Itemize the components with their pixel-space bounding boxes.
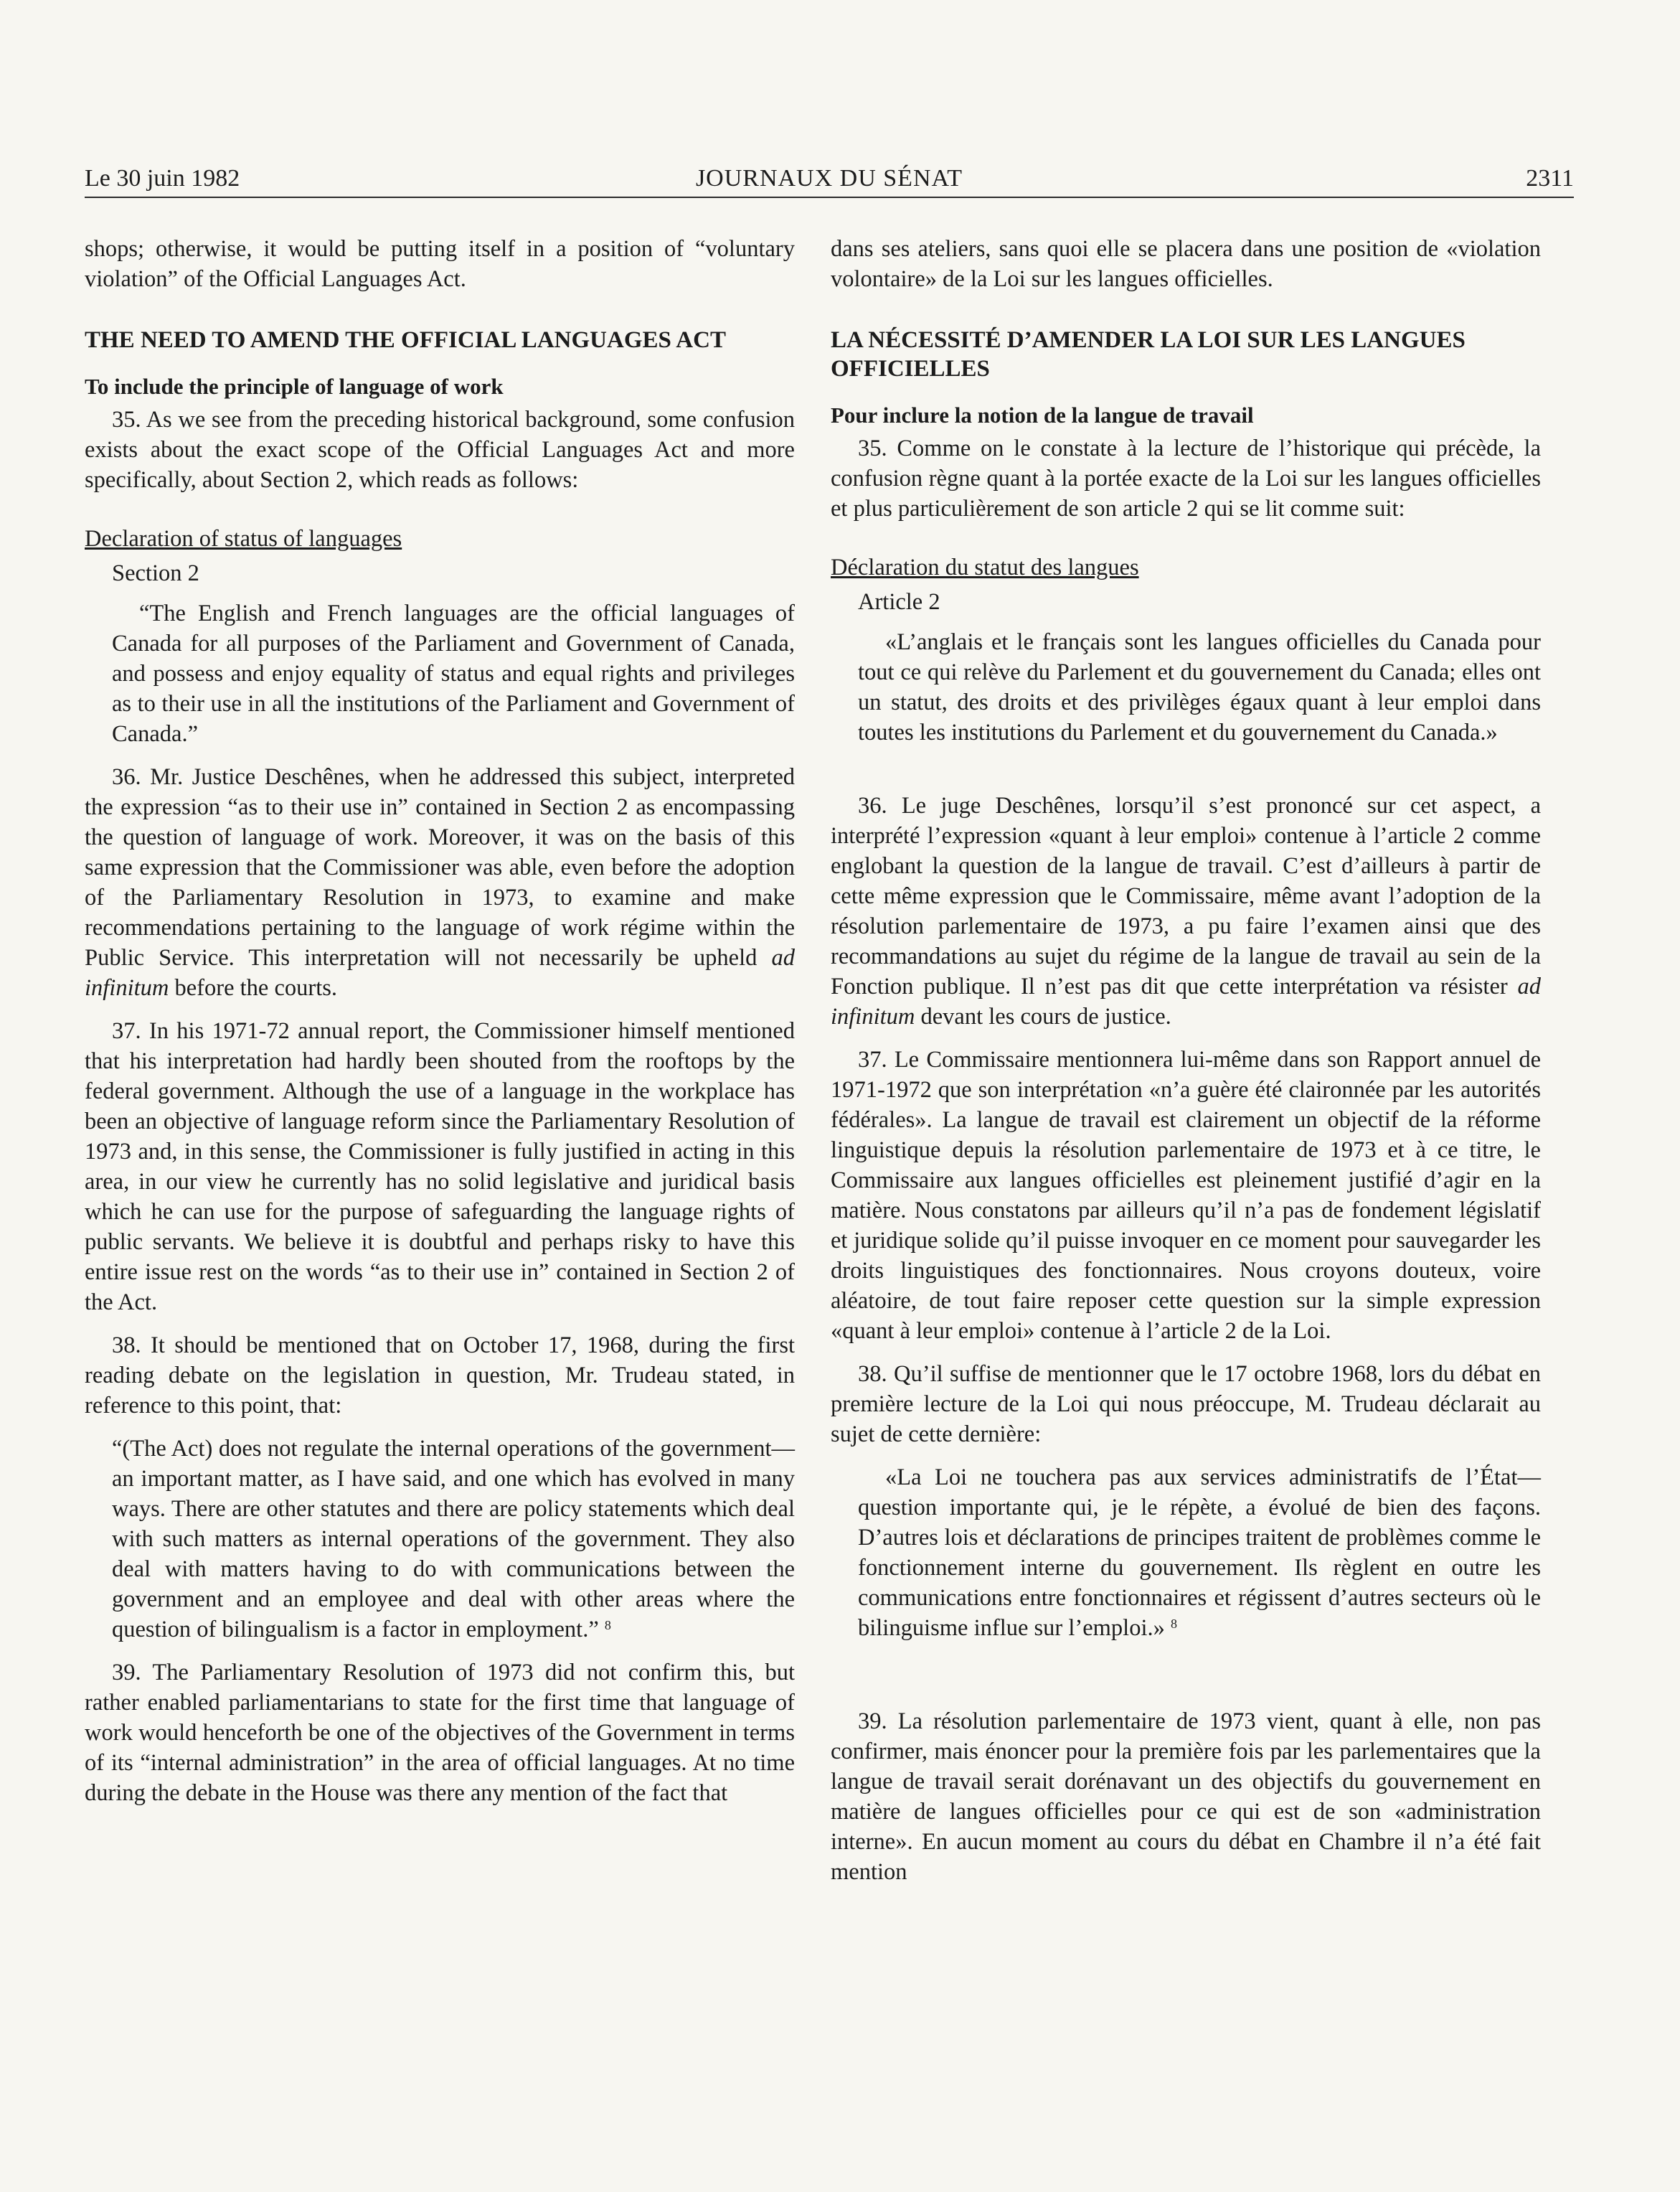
french-subheading: Pour inclure la notion de la langue de travail xyxy=(831,403,1254,428)
english-paragraph-39: 39. The Parliamentary Resolution of 1973 did not confirm this, but rather enabled parliamentarians to state for the first time that language of work would henceforth be one of the objectives of the Government in terms of its “internal administration” in the area of official languages. At no time during the debate in the House was there any mention of the fact that xyxy=(85,1660,795,1806)
english-latin-phrase: ad infinitum xyxy=(85,945,796,1001)
english-section-heading: THE NEED TO AMEND THE OFFICIAL LANGUAGES ACT xyxy=(85,327,726,353)
french-paragraph-37: 37. Le Commissaire mentionnera lui-même dans son Rapport annuel de 1971-1972 que son interprétation «n’a guère été claironnée par les autorités fédérales». La langue de travail est clairement un objectif de la réforme linguistique depuis la résolution parlementaire de 1973 et à ce titre, le Commissaire aux langues officielles est pleinement justifié d’agir en la matière. Nous constatons par ailleurs qu’il n’a pas de fondement législatif et juridique solide qu’il puisse invoquer en ce moment pour sauvegarder les droits linguistiques des fonctionnaires. Nous croyons douteux, voire aléatoire, de tout faire reposer cette question sur la simple expression «quant à leur emploi» contenue à l’article 2 de la Loi. xyxy=(831,1047,1541,1344)
header-journal-title: JOURNAUX DU SÉNAT xyxy=(695,165,963,192)
french-paragraph-39: 39. La résolution parlementaire de 1973 vient, quant à elle, non pas confirmer, mais énoncer pour la première fois par les parlementaires que la langue de travail serait dorénavant un des objectifs du gouvernement en matière de langues officielles pour ce qui est de son «administration interne». En aucun moment au cours du débat en Chambre il n’a été fait mention xyxy=(831,1708,1541,1885)
running-header xyxy=(85,161,1574,198)
english-paragraph-35: 35. As we see from the preceding historical background, some confusion exists about the exact scope of the Official Languages Act and more specifically, about Section 2, which reads as follows: xyxy=(85,407,795,493)
french-quote-trudeau: «La Loi ne touchera pas aux services administratifs de l’État—question importante qui, je le répète, a évolué de bien des façons. D’autres lois et déclarations de principes traitent de problèmes comme le fonctionnement interne du gouvernement. Ils règlent en outre les communications entre fonctionnaires et régissent d’autres secteurs où le bilinguisme influe sur l’emploi.» $^8$ xyxy=(858,1464,1541,1641)
english-paragraph-36: 36. Mr. Justice Deschênes, when he addressed this subject, interpreted the expression “as to their use in” contained in Section 2 as encompassing the question of language of work. Moreover, it was on the basis of this same expression that the Commissioner was able, even before the adoption of the Parliamentary Resolution in 1973, to examine and make recommendations pertaining to the language of work régime within the Public Service. This interpretation will not necessarily be upheld ad infinitum before the courts. xyxy=(85,764,796,1001)
french-paragraph-35: 35. Comme on le constate à la lecture de l’historique qui précède, la confusion règne quant à la portée exacte de la Loi sur les langues officielles et plus particulièrement de son article 2 qui se lit comme suit: xyxy=(831,436,1541,522)
english-quote-section-2: “The English and French languages are the official languages of Canada for all purposes of the Parliament and Government of Canada, and possess and enjoy equality of status and equal rights and privileges as to their use in all the institutions of the Parliament and Government of Canada.” xyxy=(112,601,795,747)
header-page-number: 2311 xyxy=(1526,165,1574,192)
english-footnote-ref: 8 xyxy=(604,1618,611,1632)
french-declaration-title: Déclaration du statut des langues xyxy=(831,555,1139,580)
english-section-label: Section 2 xyxy=(112,560,199,586)
english-paragraph-37: 37. In his 1971-72 annual report, the Commissioner himself mentioned that his interpretation had hardly been shouted from the rooftops by the federal government. Although the use of a language in the workplace has been an objective of language reform since the Parliamentary Resolution of 1973 and, in this sense, the Commissioner is fully justified in acting in this area, in our view he currently has no solid legislative and juridical basis which he can use for the purpose of safeguarding the language rights of public servants. We believe it is doubtful and perhaps risky to have this entire issue rest on the words “as to their use in” contained in Section 2 of the Act. xyxy=(85,1018,795,1315)
header-date: Le 30 juin 1982 xyxy=(85,165,240,192)
french-paragraph-38: 38. Qu’il suffise de mentionner que le 17 octobre 1968, lors du débat en première lecture de la Loi qui nous préoccupe, M. Trudeau déclarait au sujet de cette dernière: xyxy=(831,1361,1541,1447)
french-quote-article-2: «L’anglais et le français sont les langues officielles du Canada pour tout ce qui relève du Parlement et du gouvernement du Canada; elles ont un statut, des droits et des privilèges égaux quant à leur emploi dans toutes les institutions du Parlement et du gouvernement du Canada.» xyxy=(858,629,1541,745)
english-declaration-title: Declaration of status of languages xyxy=(85,526,402,552)
french-continued-paragraph: dans ses ateliers, sans quoi elle se placera dans une position de «violation volontaire» de la Loi sur les langues officielles. xyxy=(831,236,1541,292)
english-column xyxy=(85,234,795,1821)
french-column xyxy=(831,234,1541,1900)
english-continued-paragraph: shops; otherwise, it would be putting itself in a position of “voluntary violation” of the Official Languages Act. xyxy=(85,236,795,292)
french-paragraph-36: 36. Le juge Deschênes, lorsqu’il s’est prononcé sur cet aspect, a interprété l’expression «quant à leur emploi» contenue à l’article 2 comme englobant la question de la langue de travail. C’est d’ailleurs à partir de cette même expression que le Commissaire, même avant l’adoption de la résolution parlementaire de 1973, a pu faire l’examen ainsi que des recommandations au sujet du régime de la langue de travail au sein de la Fonction publique. Il n’est pas dit que cette interprétation va résister ad infinitum devant les cours de justice. xyxy=(831,793,1541,1030)
french-footnote-ref: 8 xyxy=(1171,1617,1177,1631)
english-quote-trudeau: “(The Act) does not regulate the internal operations of the government—an important matter, as I have said, and one which has evolved in many ways. There are other statutes and there are policy statements which deal with such matters as internal operations of the government. They also deal with matters having to do with communications between the government and an employee and deal with other areas where the question of bilingualism is a factor in employment.” $^8$ xyxy=(112,1436,795,1642)
french-section-label: Article 2 xyxy=(858,589,940,615)
french-latin-phrase: ad infinitum xyxy=(831,974,1541,1030)
english-subheading: To include the principle of language of work xyxy=(85,374,504,399)
french-section-heading: LA NÉCESSITÉ D’AMENDER LA LOI SUR LES LANGUES OFFICIELLES xyxy=(831,327,1466,382)
english-paragraph-38: 38. It should be mentioned that on October 17, 1968, during the first reading debate on the legislation in question, Mr. Trudeau stated, in reference to this point, that: xyxy=(85,1332,795,1419)
